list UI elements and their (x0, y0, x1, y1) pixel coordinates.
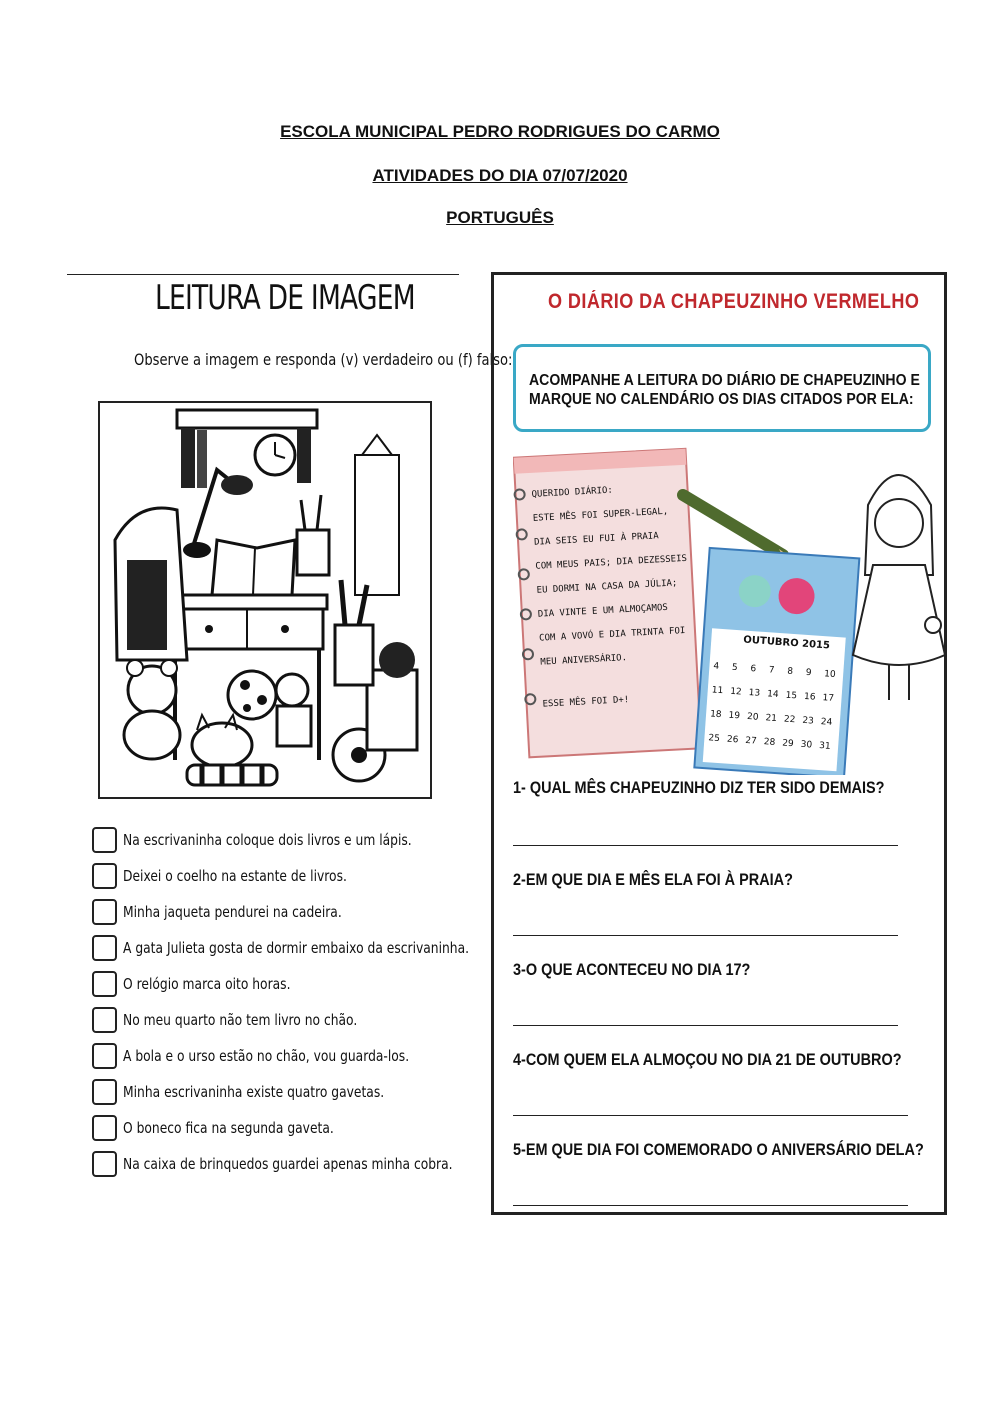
statement-text: A bola e o urso estão no chão, vou guarda-los. (123, 1047, 410, 1065)
statement-text: A gata Julieta gosta de dormir embaixo da escrivaninha. (123, 939, 470, 957)
diary-line: DIA VINTE E UM ALMOÇAMOS (537, 602, 669, 620)
calendar-day: 29 (781, 738, 795, 750)
question-1: 1- QUAL MÊS CHAPEUZINHO DIZ TER SIDO DEMAIS? (513, 778, 885, 797)
diary-illustration (513, 445, 946, 775)
list-item (92, 894, 472, 930)
calendar-day: 30 (800, 739, 813, 751)
diary-instruction-box (513, 344, 931, 432)
bedroom-illustration (97, 400, 433, 800)
calendar-day: 5 (731, 662, 738, 674)
list-item (92, 858, 472, 894)
calendar-day: 14 (766, 689, 779, 701)
calendar-day: 16 (803, 691, 816, 703)
statement-text: Na escrivaninha coloque dois livros e um lápis. (123, 831, 412, 849)
answer-line-3[interactable] (513, 1025, 898, 1026)
calendar-day: 19 (728, 710, 741, 722)
diary-line: COM A VOVÓ E DIA TRINTA FOI (538, 626, 686, 644)
answer-line-1[interactable] (513, 845, 898, 846)
calendar (694, 548, 859, 775)
calendar-day: 22 (783, 714, 796, 726)
list-item (92, 1038, 472, 1074)
answer-line-5[interactable] (513, 1205, 908, 1206)
answer-checkbox[interactable] (92, 971, 117, 997)
diary-line: ESSE MÊS FOI D+! (542, 695, 630, 710)
calendar-day: 28 (763, 737, 776, 748)
diary-line: COM MEUS PAIS; DIA DEZESSEIS (535, 553, 688, 572)
question-2: 2-EM QUE DIA E MÊS ELA FOI À PRAIA? (513, 870, 793, 889)
answer-checkbox[interactable] (92, 935, 117, 961)
calendar-day: 6 (749, 664, 757, 675)
diary-line: DIA SEIS EU FUI À PRAIA (533, 531, 659, 548)
statement-text: Minha escrivaninha existe quatro gavetas. (123, 1083, 385, 1101)
list-item (92, 1110, 472, 1146)
diary-line: MEU ANIVERSÁRIO. (540, 653, 628, 668)
answer-checkbox[interactable] (92, 1079, 117, 1105)
instruction-line: ACOMPANHE A LEITURA DO DIÁRIO DE CHAPEUZINHO E (529, 372, 920, 389)
calendar-day: 31 (818, 741, 831, 752)
calendar-day: 18 (709, 709, 722, 721)
calendar-day: 11 (711, 685, 724, 697)
statement-text: Deixei o coelho na estante de livros. (123, 867, 347, 885)
calendar-day: 23 (802, 715, 815, 727)
calendar-day: 25 (708, 733, 721, 745)
statement-text: No meu quarto não tem livro no chão. (123, 1011, 358, 1029)
statement-text: Minha jaqueta pendurei na cadeira. (123, 903, 342, 921)
calendar-title: OUTUBRO 2015 (742, 634, 831, 652)
calendar-day: 21 (765, 713, 778, 725)
calendar-day: 20 (746, 711, 759, 723)
diary-notebook (513, 449, 701, 758)
left-divider (67, 274, 459, 275)
calendar-day: 13 (748, 688, 761, 699)
calendar-day: 24 (820, 717, 833, 728)
subject-title: PORTUGUÊS (446, 208, 554, 227)
diary-line: ESTE MÊS FOI SUPER-LEGAL, (532, 506, 669, 524)
answer-checkbox[interactable] (92, 827, 117, 853)
list-item (92, 1002, 472, 1038)
true-false-list (92, 822, 472, 1182)
calendar-day: 10 (823, 669, 836, 681)
list-item (92, 1146, 472, 1182)
statement-text: O relógio marca oito horas. (123, 975, 291, 993)
question-5: 5-EM QUE DIA FOI COMEMORADO O ANIVERSÁRIO DELA? (513, 1140, 924, 1159)
answer-checkbox[interactable] (92, 1007, 117, 1033)
diary-title: O DIÁRIO DA CHAPEUZINHO VERMELHO (548, 290, 920, 313)
calendar-day: 8 (786, 666, 794, 678)
instruction-line: MARQUE NO CALENDÁRIO OS DIAS CITADOS POR ELA: (529, 391, 914, 408)
list-item (92, 930, 472, 966)
image-reading-instruction: Observe a imagem e responda (v) verdadeiro ou (f) falso: (134, 350, 513, 369)
calendar-day: 26 (726, 734, 739, 746)
answer-checkbox[interactable] (92, 1043, 117, 1069)
question-4: 4-COM QUEM ELA ALMOÇOU NO DIA 21 DE OUTUBRO? (513, 1050, 902, 1069)
answer-checkbox[interactable] (92, 1115, 117, 1141)
answer-line-2[interactable] (513, 935, 898, 936)
question-3: 3-O QUE ACONTECEU NO DIA 17? (513, 960, 751, 979)
answer-checkbox[interactable] (92, 863, 117, 889)
answer-checkbox[interactable] (92, 899, 117, 925)
statement-text: Na caixa de brinquedos guardei apenas minha cobra. (123, 1155, 453, 1173)
chapeuzinho-illustration (853, 475, 945, 700)
image-reading-title: LEITURA DE IMAGEM (155, 278, 415, 318)
list-item (92, 966, 472, 1002)
calendar-day: 15 (785, 690, 798, 702)
calendar-day: 27 (744, 735, 758, 747)
calendar-day: 17 (822, 693, 835, 704)
school-name: ESCOLA MUNICIPAL PEDRO RODRIGUES DO CARMO (280, 122, 720, 141)
calendar-day: 12 (729, 686, 742, 698)
list-item (92, 822, 472, 858)
list-item (92, 1074, 472, 1110)
diary-line: QUERIDO DIÁRIO: (531, 485, 614, 500)
answer-line-4[interactable] (513, 1115, 908, 1116)
calendar-day: 9 (805, 667, 812, 679)
activity-date: ATIVIDADES DO DIA 07/07/2020 (372, 166, 628, 185)
diary-line: EU DORMI NA CASA DA JÚLIA; (536, 578, 678, 596)
answer-checkbox[interactable] (92, 1151, 117, 1177)
calendar-day: 4 (713, 661, 720, 672)
statement-text: O boneco fica na segunda gaveta. (123, 1119, 334, 1137)
calendar-day: 7 (768, 665, 775, 676)
